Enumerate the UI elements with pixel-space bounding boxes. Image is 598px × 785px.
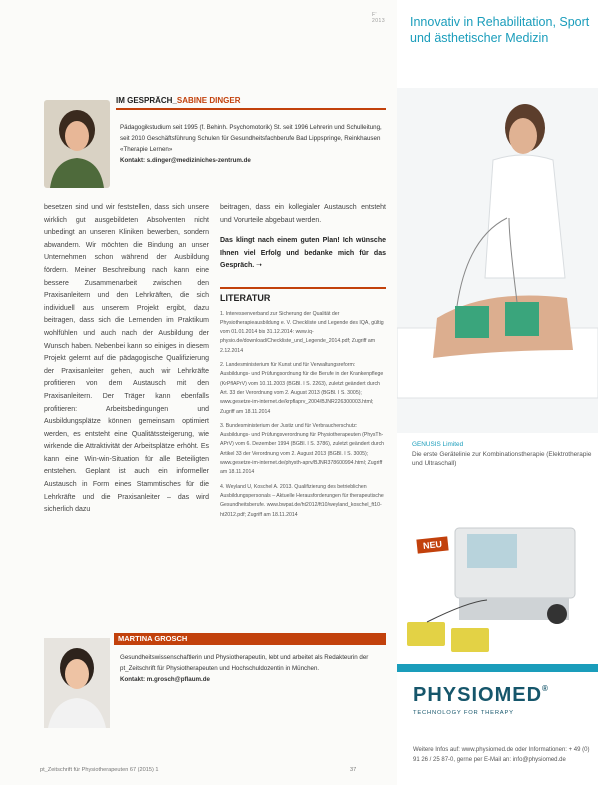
stimulation-device-image <box>397 482 598 672</box>
body-column-b <box>220 202 386 520</box>
author-bio <box>120 652 386 685</box>
ad-subtext-accent: GENUSIS Limited <box>412 441 464 448</box>
ad-subtext <box>412 440 592 469</box>
author-bio-text: Gesundheitswissenschaftlerin und Physiotherapeutin, lebt und arbeitet als Redakteurin der pt_Zeitschrift für Physiotherapeuten und Hochschuldozentin in München. <box>120 654 369 672</box>
martina-grosch-portrait <box>44 638 110 728</box>
sabine-dinger-portrait <box>44 100 110 188</box>
article-column <box>44 0 386 785</box>
brand-tagline: TECHNOLOGY FOR THERAPY <box>413 710 514 716</box>
new-badge-label: NEU <box>422 539 443 551</box>
brand-name: PHYSIOMED <box>413 684 543 706</box>
brand-registered: ® <box>542 684 549 693</box>
closing-question: Das klingt nach einem guten Plan! Ich wünsche Ihnen viel Erfolg und bedanke mich für das Gespräch. ➝ <box>220 237 386 270</box>
brand-logo <box>413 684 549 707</box>
body-column-b-text: beitragen, dass ein kollegialer Austausch entsteht und Vorurteile abgebaut werden. <box>220 204 386 224</box>
ad-subtext-body: Die erste Gerätelinie zur Kombinationstherapie (Elektrotherapie und Ultraschall) <box>412 450 592 467</box>
literatur-item: 2. Landesministerium für Kunst und für Verwaltungsreform: Ausbildungs- und Prüfungsordnung für die Berufe in der Krankenpflege (KrPflAPrV) vom 10.11.2003 (BGBl. I S. 2263), zuletzt geändert durch Art. 33 der Verordnung vom 2. August 2013 (BGBl. I S. 3005); www.gesetze-im-internet.de/krpflaprv_2004/BJNR226300003.html; Zugriff am 18.11.2014 <box>220 362 384 415</box>
interview-bio-text: Pädagogikstudium seit 1995 (f. Behinh. Psychomotorik) St. seit 1996 Lehrerin und Schulleitung, seit 2010 Geschäftsführung Schulen für Gesundheitsfachberufe Bad Lippspringe, Reinkhausen «Therapie Lernen» <box>120 124 382 153</box>
literatur-heading: LITERATUR <box>220 287 386 305</box>
ad-contact: Weitere Infos auf: www.physiomed.de oder Informationen: + 49 (0) 91 26 / 25 87-0, gerne per E-Mail an: info@physiomed.de <box>413 747 590 763</box>
footer-page-number: 37 <box>350 767 357 773</box>
author-contact: Kontakt: m.grosch@pflaum.de <box>120 676 210 683</box>
interview-bio <box>120 122 386 166</box>
body-column-a: besetzen sind und wir feststellen, dass sich unsere wirklich gut ausgebildeten Absolventen nicht unbedingt an unseren Kliniken bewerben, sondern abwandern. Wir möchten die Bindung an unser Unternehmen schon während der Ausbildung fördern. Meiner Beschreibung nach kann eine bessere Zusammenarbeit zwischen den Praxisanleitern und den Lehrkräften, die sich individuell aus unserem Projekt ergibt, dazu beitragen, dass sich die Lernenden im Praktikum wohlfühlen und auch nach der Ausbildung der Wunsch haben. Nebenbei kann so einiges in diesem Projekt gelernt auf die pädagogische Qualifizierung der Praxisanleiter gehen, auch wir Lehrkräfte profitieren von dem Austausch mit den Praxisanleitern. Der Träger kann ebenfalls profitieren: Arbeitsbedingungen und Ausbildungsplätze können gemeinsam optimiert werden, es entsteht eine Qualitätssteigerung, wie wirkende die Attraktivität der Arbeitsplätze erhöht. Es kann eine Win-win-Situation für alle Beteiligten entstehen. Geplant ist auch ein informeller Austausch in Form eines Stammtisches für die Lehrkräfte und die Praxisanleiter – das wird sicherlich dazu <box>44 204 209 514</box>
therapy-photo <box>397 88 598 433</box>
interview-rule <box>116 108 386 110</box>
footer-journal: pt_Zeitschrift für Physiotherapeuten 67 (2015) 1 <box>40 767 159 773</box>
ad-headline: Innovativ in Rehabilitation, Sport und ästhetischer Medizin <box>410 15 590 45</box>
interview-contact: Kontakt: s.dinger@mediziniches-zentrum.de <box>120 157 251 164</box>
literatur-item: 4. Weyland U, Koschel A. 2013. Qualifizierung des betrieblichen Ausbildungspersonals – Aktuelle Herausforderungen für therapeutische Gesundheitsberufe. www.bwpat.de/ht2012/ft10/weyland_koschel_ft10-ht2012.pdf; Zugriff am 18.11.2014 <box>220 483 384 518</box>
page-tag: F' 2013 <box>372 12 386 24</box>
interview-title-prefix: IM GESPRÄCH_ <box>116 96 177 105</box>
interview-name: SABINE DINGER <box>176 96 241 105</box>
author-title: MARTINA GROSCH <box>114 633 386 645</box>
literatur-item: 3. Bundesministerium der Justiz und für Verbraucherschutz: Ausbildungs- und Prüfungsverordnung für Physiotherapeuten (PhysTh-APrV) vom 6. Dezember 1994 (BGBl. I S. 3786), zuletzt geändert durch Artikel 33 der Verordnung vom 2. August 2013 (BGBl. I S. 3005); www.gesetze-im-internet.de/physth-aprv/BJNR378600994.html; Zugriff am 18.11.2014 <box>220 422 385 476</box>
interview-title <box>116 96 240 105</box>
ad-accent-bar <box>397 664 598 672</box>
advertisement <box>397 0 598 785</box>
literatur-item: 1. Interessenverband zur Sicherung der Qualität der Physiotherapieausbildung e. V. Checkliste und Legende des IQA, gültig vom 01.01.2014 bis 31.12.2014: www.iq-physio.de/download/Checkliste_und_Legende_2014.pdf; Zugriff am 2.12.2014 <box>220 310 384 354</box>
